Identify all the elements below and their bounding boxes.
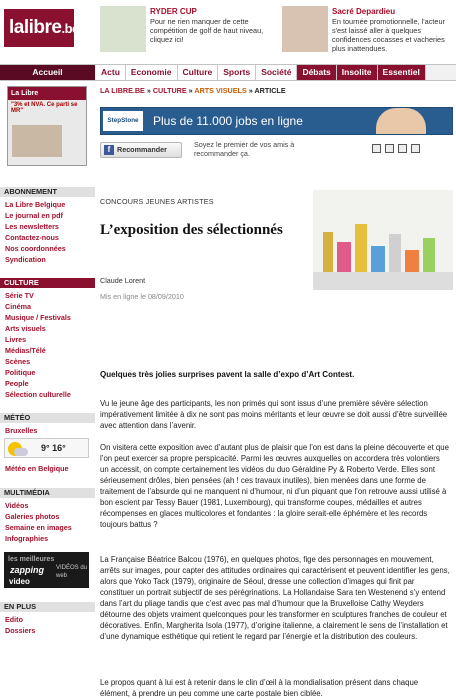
promo-title[interactable]: Sacré Depardieu bbox=[332, 7, 396, 16]
article-paragraph: Vu le jeune âge des participants, les non primés qui sont issus d’une première sévère sélection impérativement limitée à dix ne sont pas moins méritants et leur œuvre se doit aussi d’être surveillée avec attention dans l’avenir. bbox=[100, 399, 448, 430]
meteo-city[interactable]: Bruxelles bbox=[5, 426, 38, 435]
zapping-tagline: les meilleures bbox=[8, 556, 55, 563]
font-size-icon[interactable] bbox=[398, 144, 407, 153]
zapping-video-banner[interactable] bbox=[4, 552, 89, 588]
sidebar-link[interactable]: Nos coordonnées bbox=[5, 244, 66, 253]
section-culture: CULTURE bbox=[0, 278, 95, 288]
sidebar-link[interactable]: Médias/Télé bbox=[5, 346, 46, 355]
cover-headline: "3% et NVA. Ce parti se MR" bbox=[11, 102, 78, 114]
promo-depardieu[interactable] bbox=[282, 6, 456, 54]
sidebar-link[interactable]: Syndication bbox=[5, 255, 46, 264]
logo-main: lalibre bbox=[9, 17, 62, 38]
meteo-temperature: 9° 16° bbox=[41, 443, 66, 453]
promo-ryder-cup[interactable] bbox=[100, 6, 270, 54]
golfer-photo bbox=[100, 6, 146, 52]
email-icon[interactable] bbox=[385, 144, 394, 153]
sidebar-link[interactable]: Contactez-nous bbox=[5, 233, 59, 242]
sidebar-link[interactable]: Galeries photos bbox=[5, 512, 60, 521]
breadcrumb-sep: » bbox=[146, 86, 151, 95]
sidebar-link[interactable]: Le journal en pdf bbox=[5, 211, 63, 220]
article-date: Mis en ligne le 08/09/2010 bbox=[100, 292, 184, 301]
zapping-subtitle: VIDÉOS du web bbox=[56, 565, 88, 579]
main-nav bbox=[0, 64, 456, 81]
article-title: L’exposition des sélectionnés bbox=[100, 222, 283, 238]
cover-photo bbox=[12, 125, 62, 157]
sidebar-link[interactable]: Livres bbox=[5, 335, 27, 344]
sidebar-link[interactable]: Sélection culturelle bbox=[5, 390, 71, 399]
sidebar-link[interactable]: Les newsletters bbox=[5, 222, 59, 231]
article-photo-trophies bbox=[313, 190, 453, 290]
sidebar-link[interactable]: Arts visuels bbox=[5, 324, 46, 333]
sidebar-link[interactable]: Edito bbox=[5, 615, 23, 624]
nav-tabs bbox=[96, 65, 426, 80]
nav-tab-essentiel[interactable]: Essentiel bbox=[378, 65, 426, 80]
video-word: video bbox=[9, 577, 30, 586]
nav-home[interactable]: Accueil bbox=[0, 65, 95, 80]
recommend-text: Soyez le premier de vos amis à recommander ça. bbox=[194, 140, 295, 158]
article-paragraph: On visitera cette exposition avec d’autant plus de plaisir que l’on est dans la pleine découverte et que l’on peut exercer sa propre perspicacité. Parmi les œuvres auxquelles on accordera très volontiers un accessit, on compte certainement les vidéos du duo Géraldine Py & Roberto Verde. Elles sont sérieusement drôles, bien pensées (ah ! ces travaux inutiles), bien menées dans une forme de traitement de l’absurde qui ne manquent ni d’humour, ni d’un piquant que l’on retrouve aussi utilisé à bon escient par Tessy Bauer (1981, Luxembourg), qui transforme coupes, médailles et autres récompenses en glaces multicolores et fondantes : la gloire serait-elle éphémère et les records toujours battus ? bbox=[100, 443, 449, 529]
meteo-widget[interactable] bbox=[4, 438, 89, 458]
article-lead: Quelques très jolies surprises pavent la salle d’expo d’Art Contest. bbox=[100, 370, 355, 379]
sidebar-link[interactable]: Semaine en images bbox=[5, 523, 72, 532]
sidebar-link[interactable]: Infographies bbox=[5, 534, 49, 543]
sidebar bbox=[0, 82, 95, 640]
article-author: Claude Lorent bbox=[100, 276, 146, 285]
article-paragraph: La Française Béatrice Balcou (1976), en quelques photos, fige des personnages en mouvement, arrêts sur images, pour capter des attitudes ordinaires qui caractérisent et peuvent identifier les gens, alors que Yoko Tack (1979), originaire de Séoul, dresse une collection d’images qui finit par constituer un portrait subjectif de ses pérégrinations. La Hollandaise Sara ten Westenend s’y entend dans l’art du pliage tandis que c’est avec pas mal d’humour que la Bruxelloise Cathy Weyders détourne des objets vraiment quelconques pour les transformer en sculptures franches de couleur et décoratives. Enfin, Margherita Isola (1977), d’origine italienne, a clairement le sens de l’installation et d’une dynamique esthétique qui retient le regard par l’énergie et la distribution des couleurs. bbox=[100, 555, 450, 641]
nav-tab-economie[interactable]: Economie bbox=[126, 65, 178, 80]
breadcrumb-sep: » bbox=[248, 86, 253, 95]
promo-text: En tournée promotionnelle, l'acteur s'est laissé aller à quelques confidences cocasses et vacheries plus inattendues. bbox=[332, 17, 445, 53]
cover-masthead: La Libre bbox=[8, 87, 86, 100]
nav-tab-societe[interactable]: Société bbox=[256, 65, 297, 80]
section-en-plus: EN PLUS bbox=[0, 602, 95, 612]
breadcrumb-sep: » bbox=[188, 86, 193, 95]
logo-tld: .be bbox=[61, 21, 79, 36]
sidebar-link[interactable]: Musique / Festivals bbox=[5, 313, 71, 322]
nav-tab-sports[interactable]: Sports bbox=[218, 65, 256, 80]
zapping-word: zapping bbox=[10, 565, 44, 575]
stepstone-banner[interactable] bbox=[100, 107, 453, 135]
newspaper-cover[interactable] bbox=[7, 86, 87, 166]
breadcrumb-culture[interactable]: CULTURE bbox=[152, 86, 187, 95]
section-meteo: MÉTÉO bbox=[0, 413, 95, 423]
sidebar-link[interactable]: Série TV bbox=[5, 291, 34, 300]
sidebar-link[interactable]: Vidéos bbox=[5, 501, 29, 510]
breadcrumb bbox=[100, 86, 286, 95]
meteo-link[interactable]: Météo en Belgique bbox=[5, 464, 69, 473]
breadcrumb-arts[interactable]: ARTS VISUELS bbox=[194, 86, 247, 95]
breadcrumb-current: ARTICLE bbox=[254, 86, 286, 95]
sidebar-link[interactable]: People bbox=[5, 379, 29, 388]
promo-text: Pour ne rien manquer de cette compétition de golf de haut niveau, cliquez ici! bbox=[150, 17, 264, 44]
section-multimedia: MULTIMÉDIA bbox=[0, 488, 95, 498]
banner-photo bbox=[376, 108, 426, 134]
article-main bbox=[100, 82, 456, 698]
recommend-button[interactable] bbox=[100, 142, 182, 158]
facebook-icon: f bbox=[104, 145, 114, 155]
cloud-icon bbox=[14, 448, 28, 456]
nav-tab-insolite[interactable]: Insolite bbox=[337, 65, 378, 80]
article-paragraph: Le propos quant à lui est à retenir dans le clin d’œil à la mondialisation présent dans chaque élément, à prendre un peu comme une carte postale bien ciblée. bbox=[100, 678, 419, 698]
print-icon[interactable] bbox=[372, 144, 381, 153]
nav-tab-culture[interactable]: Culture bbox=[178, 65, 219, 80]
sidebar-link[interactable]: Cinéma bbox=[5, 302, 31, 311]
depardieu-photo bbox=[282, 6, 328, 52]
breadcrumb-site[interactable]: LA LIBRE.BE bbox=[100, 86, 145, 95]
recommend-label: Recommander bbox=[117, 145, 167, 154]
site-logo[interactable] bbox=[4, 9, 79, 47]
stepstone-logo: StepStone bbox=[103, 111, 143, 131]
article-kicker: CONCOURS JEUNES ARTISTES bbox=[100, 197, 214, 206]
site-header bbox=[0, 0, 456, 64]
nav-tab-actu[interactable]: Actu bbox=[96, 65, 126, 80]
sidebar-link[interactable]: Scènes bbox=[5, 357, 31, 366]
sidebar-link[interactable]: Politique bbox=[5, 368, 36, 377]
section-abonnement: ABONNEMENT bbox=[0, 187, 95, 197]
nav-tab-debats[interactable]: Débats bbox=[297, 65, 336, 80]
share-icon[interactable] bbox=[411, 144, 420, 153]
banner-text: Plus de 11.000 jobs en ligne bbox=[153, 114, 303, 128]
promo-title[interactable]: RYDER CUP bbox=[150, 7, 197, 16]
sidebar-link[interactable]: La Libre Belgique bbox=[5, 200, 66, 209]
article-tools bbox=[372, 144, 420, 153]
sidebar-link[interactable]: Dossiers bbox=[5, 626, 36, 635]
